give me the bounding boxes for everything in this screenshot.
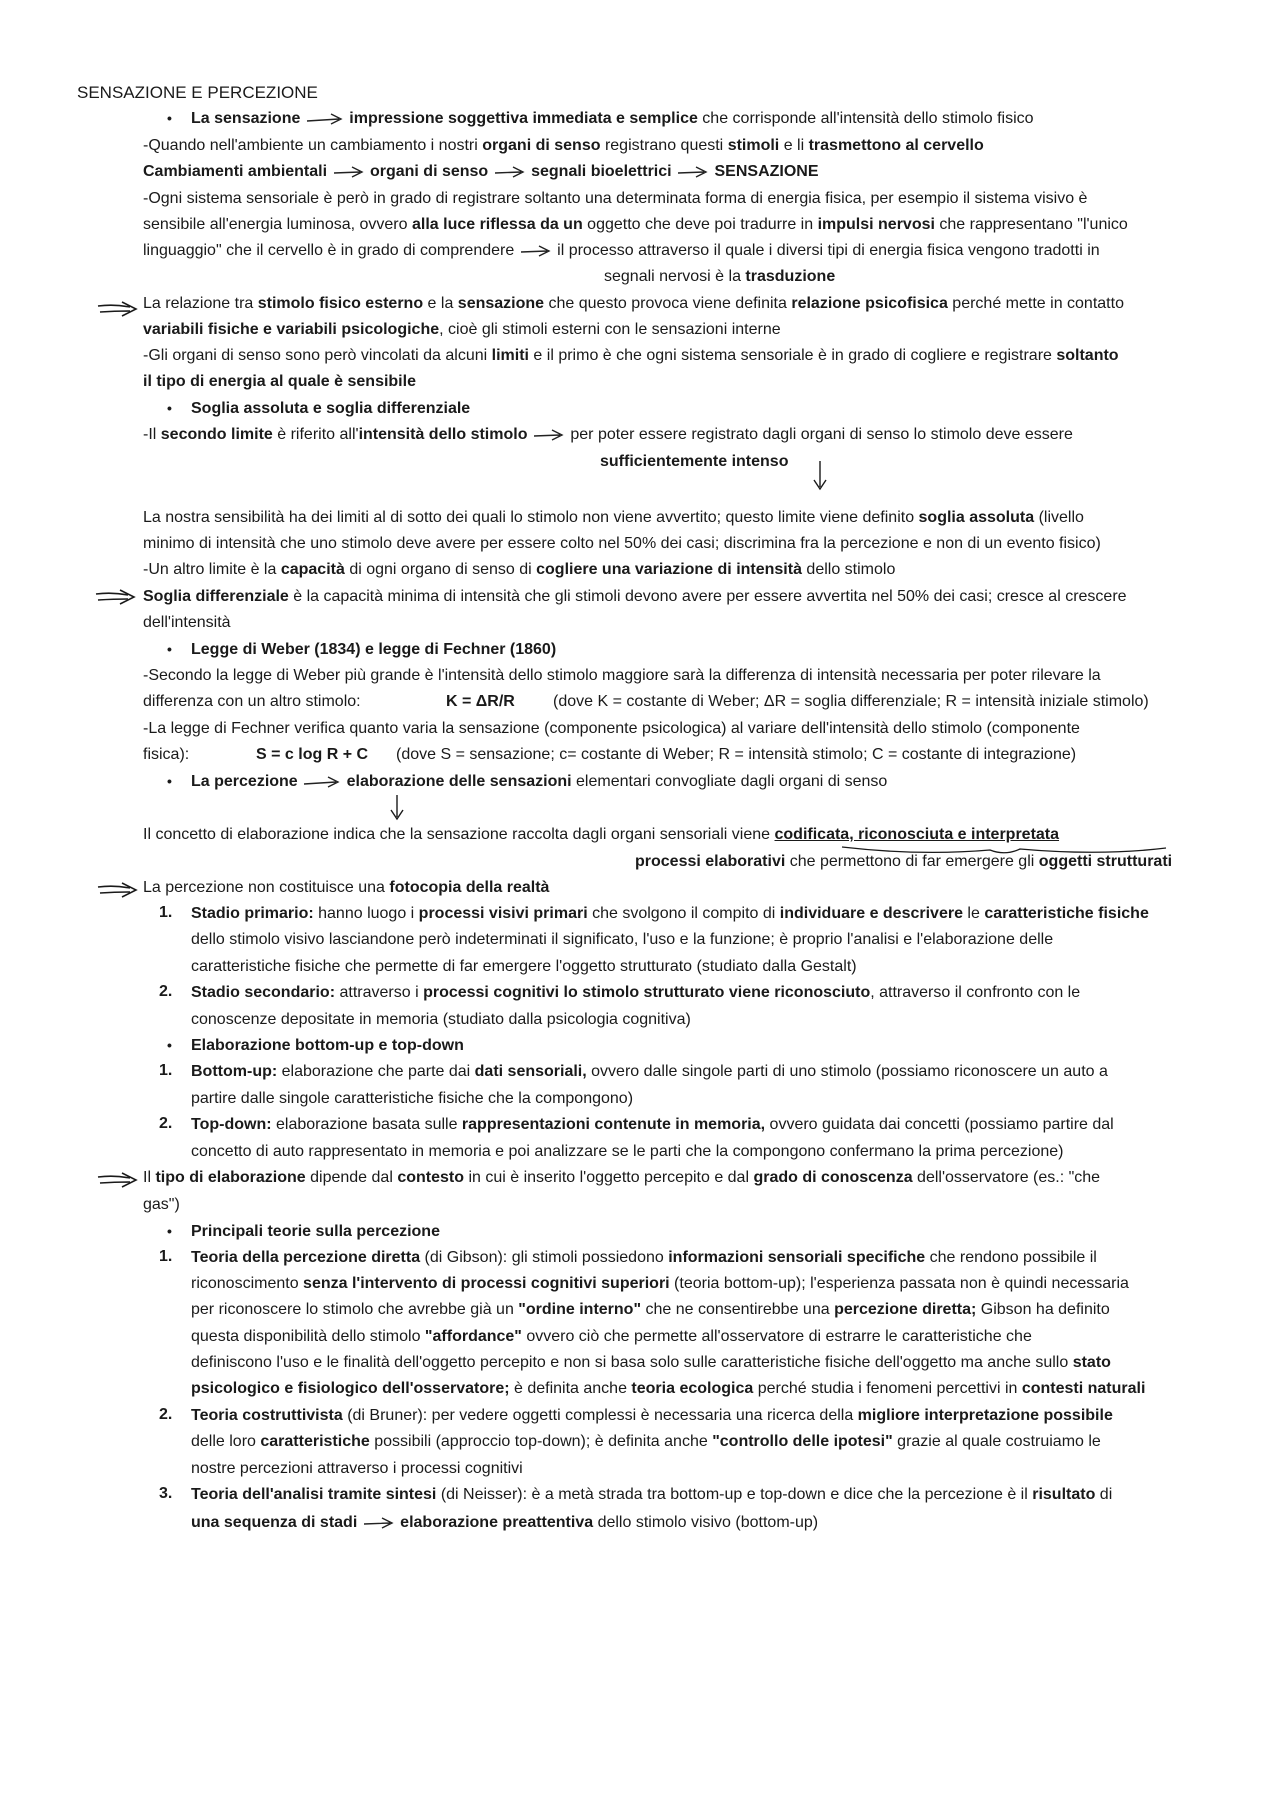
handwritten-double-arrow-icon <box>94 587 140 607</box>
section-heading: Soglia assoluta e soglia differenziale <box>191 400 471 417</box>
page-cutoff <box>0 1536 1280 1552</box>
text-line: -Quando nell'ambiente un cambiamento i nostri organi di senso registrano questi stimoli e li trasmettono al cervello <box>143 137 984 154</box>
text-line: una sequenza di stadi elaborazione preattentiva dello stimolo visivo (bottom-up) <box>191 1514 819 1531</box>
list-number: 2. <box>159 1115 173 1132</box>
section-heading: Elaborazione bottom-up e top-down <box>191 1037 464 1054</box>
arrow-right-icon <box>332 165 366 179</box>
text-line: Teoria costruttivista (di Bruner): per vedere oggetti complessi è necessaria una ricerca della migliore interpretazione possibile <box>191 1407 1113 1424</box>
text-line: psicologico e fisiologico dell'osservatore; è definita anche teoria ecologica perché studia i fenomeni percettivi in contesti naturali <box>191 1380 1146 1397</box>
bullet: • <box>167 773 172 789</box>
list-number: 1. <box>159 904 173 921</box>
text-line: definiscono l'uso e le finalità dell'oggetto percepito e non si basa solo sulle caratteristiche fisiche dell'oggetto ma anche sullo stato <box>191 1354 1111 1371</box>
text-line: processi elaborativi che permettono di far emergere gli oggetti strutturati <box>635 853 1173 870</box>
text-line: caratteristiche fisiche che permette di far emergere l'oggetto strutturato (studiato dalla Gestalt) <box>191 958 857 975</box>
text-line: dell'intensità <box>143 614 231 631</box>
text-line: -La legge di Fechner verifica quanto varia la sensazione (componente psicologica) al variare dell'intensità dello stimolo (componente <box>143 720 1080 737</box>
bullet: • <box>167 1223 172 1239</box>
text-line: Top-down: elaborazione basata sulle rappresentazioni contenute in memoria, ovvero guidata dai concetti (possiamo partire dal <box>191 1116 1114 1133</box>
text-line: Il concetto di elaborazione indica che la sensazione raccolta dagli organi sensoriali viene codificata, riconosciuta e interpretata <box>143 826 1060 843</box>
text-line: -Un altro limite è la capacità di ogni organo di senso di cogliere una variazione di intensità dello stimolo <box>143 561 896 578</box>
section-heading: Principali teorie sulla percezione <box>191 1223 440 1240</box>
arrow-right-icon <box>519 244 553 258</box>
text-line: delle loro caratteristiche possibili (approccio top-down); è definita anche "controllo delle ipotesi" grazie al quale costruiamo le <box>191 1433 1101 1450</box>
text-line: differenza con un altro stimolo: K = ΔR/R (dove K = costante di Weber; ΔR = soglia differenziale; R = intensità iniziale stimolo) <box>143 693 1149 710</box>
page-title: SENSAZIONE E PERCEZIONE <box>77 83 318 102</box>
text-line: -Secondo la legge di Weber più grande è l'intensità dello stimolo maggiore sarà la differenza di intensità necessaria per poter rilevare la <box>143 667 1101 684</box>
bullet: • <box>167 400 172 416</box>
text-line: per riconoscere lo stimolo che avrebbe già un "ordine interno" che ne consentirebbe una percezione diretta; Gibson ha definito <box>191 1301 1110 1318</box>
list-number: 2. <box>159 1406 173 1423</box>
text-line: La nostra sensibilità ha dei limiti al di sotto dei quali lo stimolo non viene avvertito; questo limite viene definito soglia assoluta (livello <box>143 509 1084 526</box>
text-line: Teoria dell'analisi tramite sintesi (di Neisser): è a metà strada tra bottom-up e top-down e dice che la percezione è il risultato di <box>191 1486 1113 1503</box>
text-line: il tipo di energia al quale è sensibile <box>143 373 416 390</box>
arrow-right-icon <box>305 112 345 126</box>
bullet: • <box>167 110 172 126</box>
section-heading: Legge di Weber (1834) e legge di Fechner (1860) <box>191 641 557 658</box>
text-line: La relazione tra stimolo fisico esterno e la sensazione che questo provoca viene definita relazione psicofisica perché mette in contatto <box>143 295 1124 312</box>
list-number: 1. <box>159 1062 173 1079</box>
text-line: riconoscimento senza l'intervento di processi cognitivi superiori (teoria bottom-up); l'esperienza passata non è quindi necessaria <box>191 1275 1129 1292</box>
text-line: Teoria della percezione diretta (di Gibson): gli stimoli possiedono informazioni sensoriali specifiche che rendono possibile il <box>191 1249 1097 1266</box>
text-line: sufficientemente intenso <box>600 453 789 470</box>
text-line: -Gli organi di senso sono però vincolati da alcuni limiti e il primo è che ogni sistema sensoriale è in grado di cogliere e registrare soltanto <box>143 347 1119 364</box>
arrow-right-icon <box>362 1516 396 1530</box>
text-line: Cambiamenti ambientali organi di senso segnali bioelettrici SENSAZIONE <box>143 163 819 180</box>
text-line: nostre percezioni attraverso i processi cognitivi <box>191 1460 523 1477</box>
text-line: Soglia differenziale è la capacità minima di intensità che gli stimoli devono avere per essere avvertita nel 50% dei casi; cresce al crescere <box>143 588 1127 605</box>
text-line: Stadio secondario: attraverso i processi cognitivi lo stimolo strutturato viene riconosciuto, attraverso il confronto con le <box>191 984 1081 1001</box>
text-line: concetto di auto rappresentato in memoria e poi analizzare se le parti che la compongono confermano la prima percezione) <box>191 1143 1064 1160</box>
text-line: minimo di intensità che uno stimolo deve avere per essere colto nel 50% dei casi; discrimina fra la percezione e non di un evento fisico) <box>143 535 1101 552</box>
bullet: • <box>167 1037 172 1053</box>
text-line: fisica): S = c log R + C (dove S = sensazione; c= costante di Weber; R = intensità stimolo; C = costante di integrazione) <box>143 746 1077 763</box>
fechner-formula: S = c log R + C <box>256 746 369 763</box>
arrow-right-icon <box>302 775 342 789</box>
text-line: La percezione elaborazione delle sensazioni elementari convogliate dagli organi di senso <box>191 773 888 790</box>
arrow-down-icon <box>387 793 407 823</box>
highlighted-terms: codificata, riconosciuta e interpretata <box>774 826 1060 843</box>
text-line: variabili fisiche e variabili psicologiche, cioè gli stimoli esterni con le sensazioni interne <box>143 321 781 338</box>
text-line: questa disponibilità dello stimolo "affordance" ovvero ciò che permette all'osservatore di estrarre le caratteristiche che <box>191 1328 1032 1345</box>
text-line: Il tipo di elaborazione dipende dal contesto in cui è inserito l'oggetto percepito e dal grado di conoscenza dell'osservatore (es.: "che <box>143 1169 1101 1186</box>
text-line: gas") <box>143 1196 180 1213</box>
text-line: -Ogni sistema sensoriale è però in grado di registrare soltanto una determinata forma di energia fisica, per esempio il sistema visivo è <box>143 190 1088 207</box>
list-number: 2. <box>159 983 173 1000</box>
handwritten-double-arrow-icon <box>96 880 142 900</box>
text-line: sensibile all'energia luminosa, ovvero alla luce riflessa da un oggetto che deve poi tradurre in impulsi nervosi che rappresentano "l'unico <box>143 216 1128 233</box>
bullet: • <box>167 641 172 657</box>
text-line: dello stimolo visivo lasciandone però indeterminati il significato, l'uso e la funzione; è proprio l'analisi e l'elaborazione delle <box>191 931 1054 948</box>
text-line: La percezione non costituisce una fotocopia della realtà <box>143 879 550 896</box>
text-line: conoscenze depositate in memoria (studiato dalla psicologia cognitiva) <box>191 1011 691 1028</box>
handwritten-double-arrow-icon <box>96 1170 142 1190</box>
list-number: 3. <box>159 1485 173 1502</box>
handwritten-double-arrow-icon <box>96 299 142 319</box>
text-line: linguaggio" che il cervello è in grado di comprendere il processo attraverso il quale i diversi tipi di energia fisica vengono tradotti in <box>143 242 1100 259</box>
arrow-right-icon <box>676 165 710 179</box>
text-line: partire dalle singole caratteristiche fisiche che la compongono) <box>191 1090 634 1107</box>
arrow-right-icon <box>532 428 566 442</box>
arrow-right-icon <box>493 165 527 179</box>
text-line: Stadio primario: hanno luogo i processi visivi primari che svolgono il compito di individuare e descrivere le caratteristiche fisiche <box>191 905 1149 922</box>
text-line: La sensazione impressione soggettiva immediata e semplice che corrisponde all'intensità dello stimolo fisico <box>191 110 1034 127</box>
text-line: segnali nervosi è la trasduzione <box>604 268 836 285</box>
list-number: 1. <box>159 1248 173 1265</box>
text-line: Bottom-up: elaborazione che parte dai dati sensoriali, ovvero dalle singole parti di uno stimolo (possiamo riconoscere un auto a <box>191 1063 1108 1080</box>
text-line: -Il secondo limite è riferito all'intensità dello stimolo per poter essere registrato dagli organi di senso lo stimolo deve essere <box>143 426 1073 443</box>
weber-formula: K = ΔR/R <box>446 693 515 710</box>
arrow-down-icon <box>810 459 830 493</box>
